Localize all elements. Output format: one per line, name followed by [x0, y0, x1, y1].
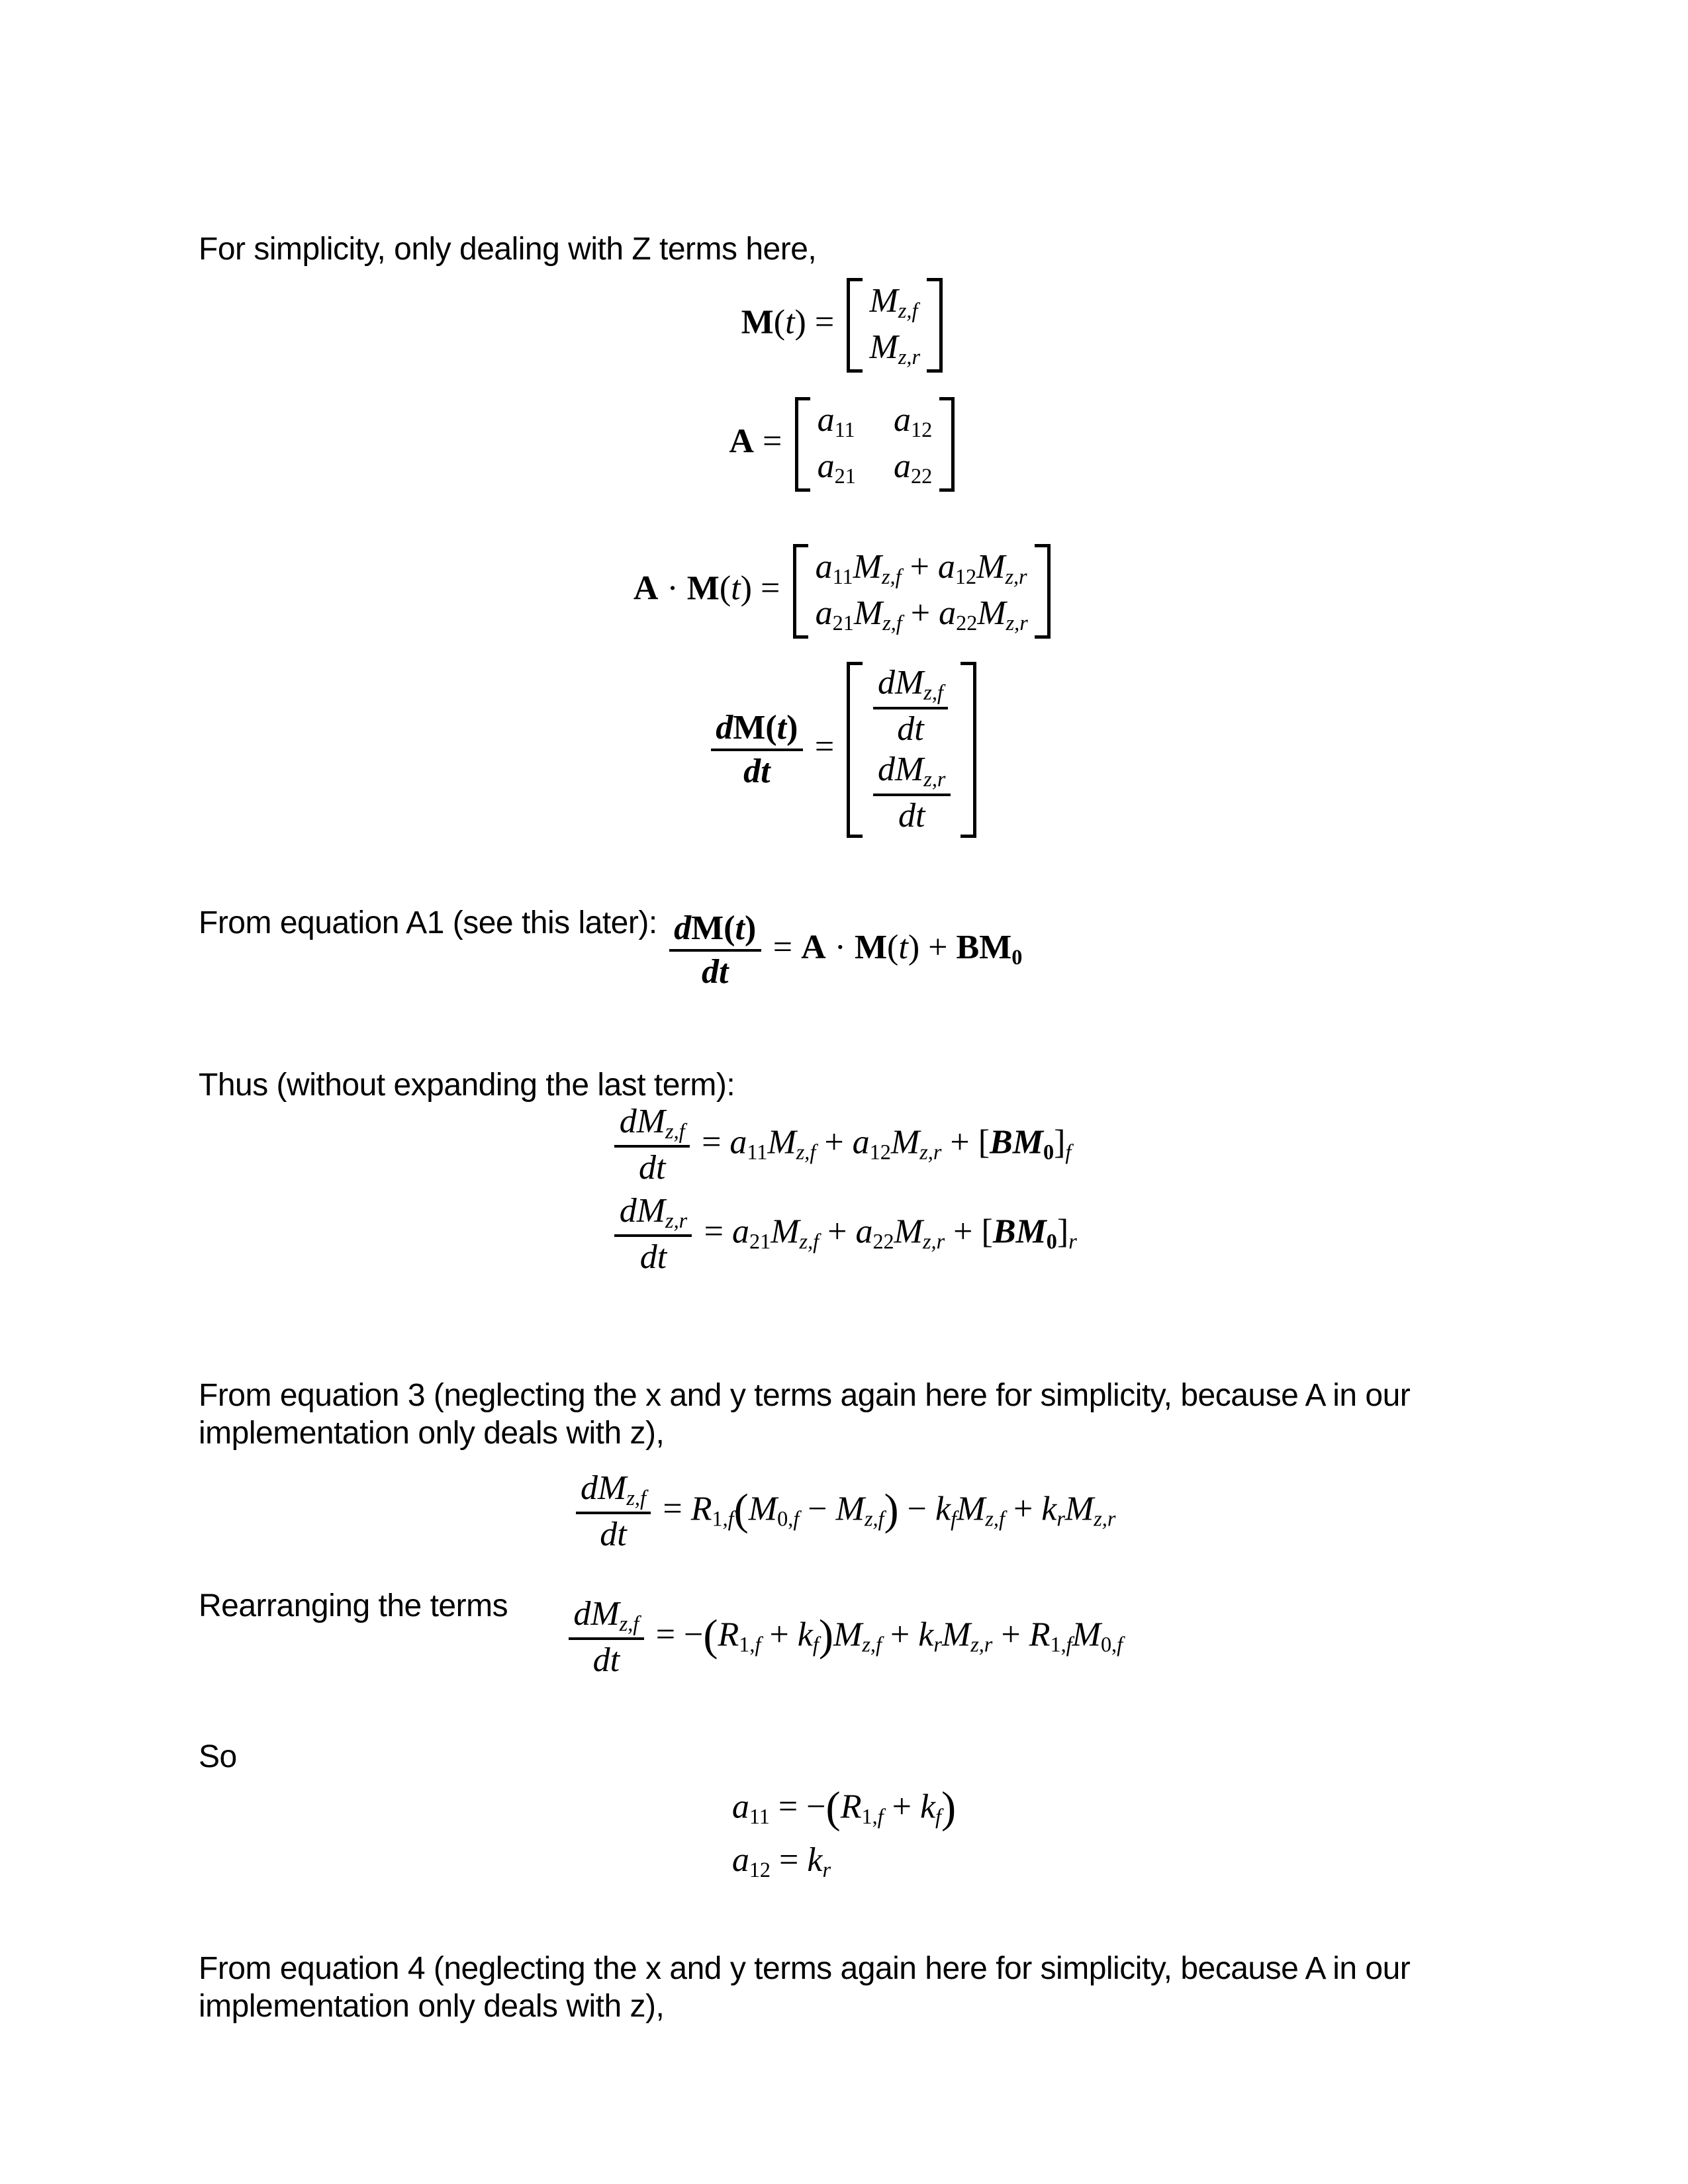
big-paren: ( [703, 1611, 718, 1660]
math-token: [ [981, 1212, 993, 1250]
math-token: ) [908, 929, 920, 967]
math-token: a [817, 401, 835, 439]
math-token: dt [639, 1238, 667, 1276]
math-token: dt [701, 952, 729, 991]
math-token: M [869, 328, 898, 366]
paragraph-text: For simplicity, only dealing with Z terms here, [199, 232, 817, 267]
math-token: ( [765, 708, 777, 747]
big-paren: ) [884, 1485, 899, 1534]
paragraph-text-line1: From equation 4 (neglecting the x and y terms again here for simplicity, because A in our [199, 1951, 1411, 1986]
left-bracket [847, 662, 863, 838]
paragraph-text: So [199, 1739, 237, 1774]
math-token: M [590, 1595, 620, 1633]
math-token: r [1068, 1229, 1077, 1253]
math-token: − [898, 1490, 935, 1528]
matrix-grid [867, 278, 923, 373]
math-token: f [755, 1632, 761, 1657]
math-token: M [598, 1469, 627, 1507]
math-token: BM [956, 929, 1012, 967]
math-token: M [833, 1615, 863, 1654]
matrix-cell [870, 281, 918, 323]
math-token: a [855, 1212, 873, 1250]
math-token: M [941, 1615, 971, 1654]
paragraph-intro [199, 230, 1496, 268]
math-token: 21 [749, 1229, 771, 1253]
math-token: BM [992, 1212, 1047, 1250]
fraction-denominator [702, 952, 728, 990]
fraction-numerator [873, 665, 948, 706]
math-token: M [686, 569, 720, 608]
math-token: 1, [712, 1506, 728, 1531]
matrix-cell [870, 752, 954, 835]
equation-rearranged [199, 1596, 1489, 1679]
math-token: z,r [970, 1632, 993, 1657]
math-token: f [1065, 1140, 1072, 1164]
math-token: + [881, 1615, 919, 1654]
math-token: M [894, 664, 924, 702]
math-token: z,f [882, 610, 902, 635]
math-token: a [939, 594, 957, 632]
math-token: M [890, 1123, 920, 1161]
math-token: M [854, 929, 888, 967]
math-token: M [894, 751, 924, 789]
paragraph-thus [199, 1066, 1496, 1104]
math-token: · [825, 929, 855, 967]
math-token: ( [887, 929, 899, 967]
math-token: R [840, 1788, 862, 1826]
math-token: + [919, 929, 957, 967]
math-token: + [941, 1123, 978, 1161]
math-token: 0, [777, 1506, 794, 1531]
math-token: f [727, 1506, 734, 1531]
math-token: − [799, 1490, 836, 1528]
fraction-numerator [711, 710, 803, 749]
fraction-numerator [614, 1104, 689, 1145]
paragraph-so [199, 1738, 1496, 1776]
right-bracket [927, 278, 943, 373]
equation-coefficients [199, 1783, 1489, 1889]
math-token: = [751, 569, 789, 608]
math-token: + [992, 1615, 1029, 1654]
math-token: a [894, 447, 912, 485]
math-token: d [619, 1103, 637, 1140]
math-token: t [731, 569, 741, 608]
math-token: ( [773, 303, 786, 341]
math-token: z,r [923, 1229, 945, 1253]
math-token: BM [990, 1123, 1043, 1161]
math-token: z,f [898, 298, 918, 323]
fraction [614, 1104, 689, 1187]
equation-a11 [732, 1783, 956, 1834]
fraction [569, 1596, 643, 1679]
fraction [873, 665, 948, 748]
math-token: t [898, 929, 908, 967]
math-token: 22 [911, 463, 933, 488]
math-token: = [806, 303, 843, 341]
math-token: + [945, 1212, 982, 1250]
math-token: f [812, 1632, 819, 1657]
fraction-denominator [897, 709, 923, 748]
math-token: z,f [985, 1506, 1005, 1531]
math-token: ( [724, 909, 735, 947]
fraction-denominator [898, 796, 925, 835]
math-token: 12 [955, 565, 977, 589]
math-token: 12 [749, 1857, 771, 1882]
equation-lines [611, 1104, 1076, 1282]
paragraph-text-line1: From equation 3 (neglecting the x and y terms again here for simplicity, because A in our [199, 1378, 1411, 1413]
math-token: k [807, 1841, 823, 1879]
math-token: d [877, 751, 895, 789]
math-token: z,f [864, 1506, 884, 1531]
math-token: + [761, 1615, 798, 1654]
math-token: a [731, 1788, 749, 1826]
math-token: d [877, 664, 895, 702]
math-token: dt [897, 710, 924, 749]
math-token: 12 [869, 1140, 891, 1164]
math-token: ( [719, 569, 731, 608]
math-token: 21 [834, 463, 856, 488]
math-token: dt [743, 752, 771, 790]
math-token: 12 [911, 418, 933, 442]
equation-a12 [732, 1841, 956, 1882]
matrix-cell [894, 400, 932, 442]
math-token: z,f [665, 1119, 685, 1144]
left-bracket [795, 397, 811, 492]
equation-dmzf-expanded [611, 1104, 1076, 1187]
math-token: R [1029, 1615, 1051, 1654]
math-token: d [619, 1191, 637, 1230]
fraction-numerator [614, 1193, 692, 1234]
math-token: k [1041, 1490, 1057, 1528]
math-token: a [815, 594, 833, 632]
math-token: z,r [1094, 1506, 1116, 1531]
math-token: z,f [882, 565, 902, 589]
math-token: = [693, 1123, 730, 1161]
math-token: z,r [1005, 565, 1027, 589]
matrix-grid [812, 544, 1030, 639]
paragraph-text: From equation A1 (see this later): [199, 905, 657, 940]
right-bracket [1035, 544, 1051, 639]
math-token: z,f [619, 1612, 639, 1636]
paragraph-text: Rearranging the terms [199, 1588, 508, 1623]
math-token: k [918, 1615, 934, 1654]
math-token: M [976, 548, 1006, 586]
math-token: M [771, 1212, 800, 1250]
math-token: z,f [923, 680, 943, 705]
math-token: d [581, 1469, 598, 1507]
math-token: = [695, 1212, 732, 1250]
math-token: f [793, 1506, 800, 1531]
matrix-cell [816, 547, 1027, 589]
math-token: 0 [1043, 1140, 1055, 1164]
math-token: z,f [862, 1632, 882, 1657]
math-token: M [853, 548, 882, 586]
math-token: = [806, 727, 843, 766]
math-token: + [901, 548, 938, 586]
math-token: r [933, 1632, 942, 1657]
fraction [873, 752, 951, 835]
math-token: A [729, 422, 754, 461]
math-token: ) [794, 303, 806, 341]
matrix-cell [816, 594, 1028, 635]
fraction [576, 1471, 651, 1553]
math-token: ) [786, 708, 798, 747]
big-paren: ( [825, 1784, 841, 1832]
math-token: z,r [1006, 610, 1028, 635]
fraction-denominator [593, 1640, 620, 1678]
right-bracket [961, 662, 976, 838]
math-token: z,r [665, 1208, 688, 1232]
fraction-denominator [600, 1514, 626, 1553]
equation-3 [199, 1471, 1489, 1553]
math-token: f [1117, 1632, 1123, 1657]
matrix-grid [867, 662, 957, 838]
paragraph-text-line2: implementation only deals with z), [199, 1989, 665, 2024]
math-token: d [716, 708, 733, 747]
fraction [669, 911, 761, 990]
math-token: M [767, 1123, 796, 1161]
math-token: z,r [919, 1140, 942, 1164]
paragraph-from-equation-3 [199, 1377, 1496, 1452]
big-paren: ) [941, 1784, 957, 1832]
math-token: a [729, 1123, 747, 1161]
math-token: t [785, 303, 795, 341]
math-token: M [691, 909, 724, 947]
math-token: ) [740, 569, 752, 608]
math-token: 11 [749, 1804, 770, 1829]
math-token: k [935, 1490, 951, 1528]
math-token: k [919, 1788, 936, 1826]
math-token: d [573, 1595, 591, 1633]
matrix [847, 278, 943, 373]
math-token: f [1066, 1632, 1072, 1657]
math-token: + [902, 594, 939, 632]
math-token: z,f [626, 1486, 646, 1510]
fraction-denominator [743, 751, 770, 790]
left-bracket [847, 278, 863, 373]
math-token: ] [1056, 1212, 1069, 1250]
math-token: = − [769, 1788, 826, 1826]
big-paren: ( [733, 1485, 749, 1534]
math-token: R [690, 1490, 712, 1528]
math-token: 0 [1046, 1229, 1057, 1253]
math-token: M [957, 1490, 986, 1528]
math-token: dt [638, 1149, 666, 1187]
math-token: M [733, 708, 766, 747]
math-token: [ [978, 1123, 990, 1161]
math-token: 11 [832, 565, 853, 589]
math-token: M [1072, 1615, 1101, 1654]
math-token: A [633, 569, 659, 608]
math-token: dt [898, 797, 925, 835]
math-token: + [816, 1123, 853, 1161]
matrix-cell [870, 665, 952, 748]
math-token: a [937, 548, 955, 586]
right-bracket [939, 397, 955, 492]
math-token: A [801, 929, 826, 967]
fraction [711, 710, 803, 790]
math-token: a [731, 1212, 749, 1250]
matrix [847, 662, 976, 838]
math-token: a [731, 1841, 749, 1879]
math-token: d [674, 909, 692, 947]
math-token: = − [647, 1615, 704, 1654]
math-token: M [636, 1191, 666, 1230]
equation-m-definition [199, 278, 1489, 373]
math-token: + [819, 1212, 856, 1250]
fraction-numerator [873, 752, 951, 793]
math-token: 22 [872, 1229, 894, 1253]
math-token: a [852, 1123, 870, 1161]
math-token: = [753, 422, 791, 461]
math-token: 11 [747, 1140, 768, 1164]
matrix-cell [894, 447, 932, 488]
paragraph-text: Thus (without expanding the last term): [199, 1068, 735, 1103]
math-token: a [815, 548, 833, 586]
big-paren: ) [818, 1611, 834, 1660]
matrix-cell [818, 447, 856, 488]
math-token: M [853, 594, 883, 632]
fraction-denominator [639, 1148, 665, 1186]
math-token: f [877, 1804, 884, 1829]
math-token: 21 [832, 610, 854, 635]
math-token: k [797, 1615, 813, 1654]
equation-a1 [199, 911, 1489, 990]
math-token: dt [592, 1641, 620, 1680]
math-token: f [935, 1804, 941, 1829]
math-token: M [835, 1490, 865, 1528]
math-token: = [771, 1841, 808, 1879]
math-token: M [1064, 1490, 1094, 1528]
math-token: r [1056, 1506, 1065, 1531]
math-token: M [741, 303, 774, 341]
math-token: M [894, 1212, 923, 1250]
math-token: dt [600, 1516, 627, 1554]
math-token: z,r [923, 767, 946, 792]
math-token: R [718, 1615, 739, 1654]
math-token: 0 [1011, 945, 1023, 970]
equation-dm-dt-vector [199, 662, 1489, 838]
math-token: 11 [834, 418, 855, 442]
math-token: z,f [799, 1229, 820, 1253]
left-bracket [793, 544, 809, 639]
paragraph-from-equation-4 [199, 1950, 1496, 2025]
math-token: 0, [1100, 1632, 1117, 1657]
equation-expanded-system [199, 1104, 1489, 1282]
math-token: f [951, 1506, 957, 1531]
paragraph-text-line2: implementation only deals with z), [199, 1416, 665, 1451]
math-token: · [658, 569, 687, 608]
fraction-numerator [669, 911, 761, 949]
matrix-cell [870, 328, 920, 369]
math-token: = [764, 929, 802, 967]
math-token: 1, [739, 1632, 755, 1657]
math-token: z,f [796, 1140, 816, 1164]
equation-a-times-m [199, 544, 1489, 639]
matrix [793, 544, 1051, 639]
math-token: M [869, 282, 898, 320]
math-token: ) [744, 909, 757, 947]
fraction-numerator [576, 1471, 651, 1512]
equation-dmzr-expanded [611, 1193, 1076, 1276]
fraction-numerator [569, 1596, 643, 1637]
math-token: + [883, 1788, 920, 1826]
math-token: ] [1054, 1123, 1066, 1161]
fraction [614, 1193, 692, 1276]
equation-a-matrix [199, 397, 1489, 492]
math-token: a [894, 401, 912, 439]
math-token: 1, [1050, 1632, 1066, 1657]
math-token: r [822, 1857, 831, 1882]
math-token: = [654, 1490, 691, 1528]
math-token: t [735, 909, 745, 947]
matrix [795, 397, 955, 492]
math-token: a [817, 447, 835, 485]
equation-lines [732, 1783, 956, 1889]
fraction-denominator [640, 1237, 667, 1275]
matrix-cell [818, 400, 855, 442]
math-token: M [636, 1103, 666, 1140]
matrix-grid [814, 397, 935, 492]
math-token: M [977, 594, 1006, 632]
math-token: M [748, 1490, 778, 1528]
math-token: z,r [898, 344, 920, 369]
math-token: 22 [956, 610, 978, 635]
math-token: 1, [861, 1804, 878, 1829]
math-token: + [1004, 1490, 1042, 1528]
math-token: t [776, 708, 787, 747]
